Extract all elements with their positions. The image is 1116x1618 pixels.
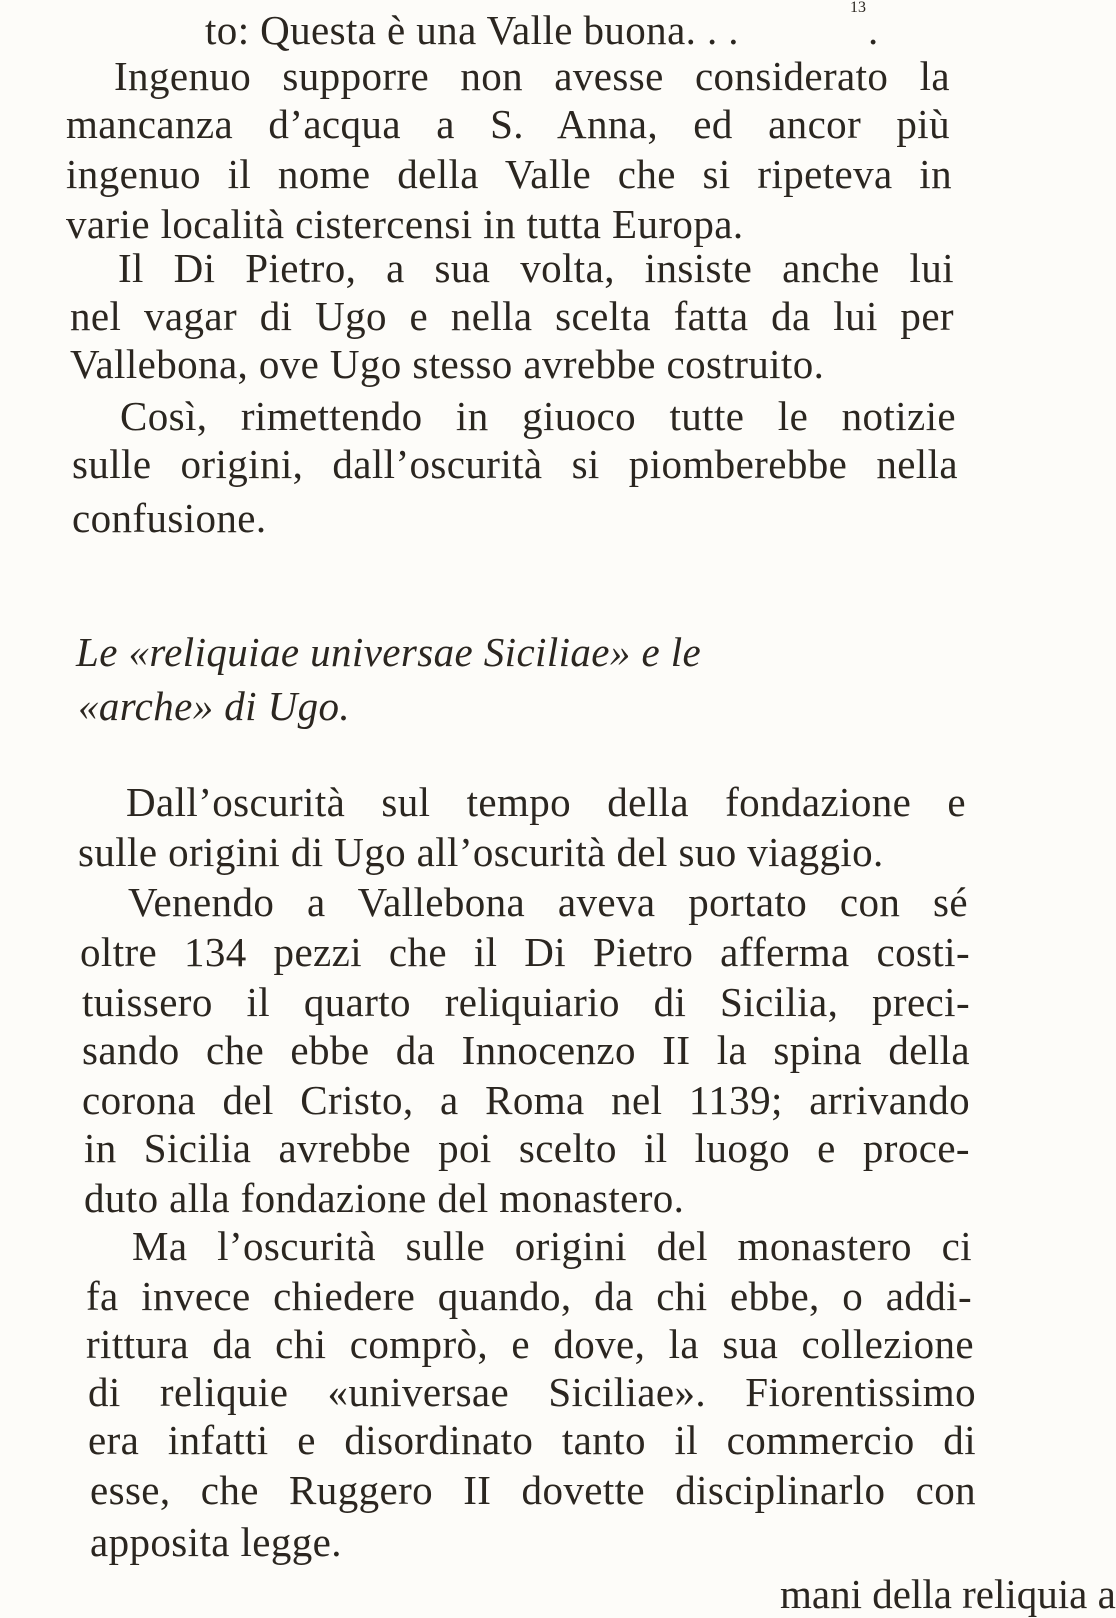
text-line: Vallebona, ove Ugo stesso avrebbe costruito. xyxy=(70,341,825,387)
text-line: esse, che Ruggero II dovette disciplinarlo con xyxy=(90,1467,976,1513)
text-line: fa invece chiedere quando, da chi ebbe, o addi- xyxy=(86,1273,972,1319)
footnote-reference: 13 xyxy=(850,0,866,16)
text-line: sando che ebbe da Innocenzo II la spina della xyxy=(82,1027,970,1073)
text-line: Venendo a Vallebona aveva portato con sé xyxy=(128,879,968,925)
cut-off-text-line: mani della reliquia a xyxy=(780,1571,1116,1617)
text-line: mancanza d’acqua a S. Anna, ed ancor più xyxy=(66,101,950,147)
text-line: Dall’oscurità sul tempo della fondazione e xyxy=(126,779,966,825)
text-line: duto alla fondazione del monastero. xyxy=(84,1175,685,1221)
text-line: varie località cistercensi in tutta Europa. xyxy=(66,201,744,247)
text-line: to: Questa è una Valle buona. . . xyxy=(205,7,739,53)
text-line: confusione. xyxy=(72,495,267,541)
text-line: di reliquie «universae Siciliae». Fiorentissimo xyxy=(88,1369,976,1415)
text-line: sulle origini di Ugo all’oscurità del suo viaggio. xyxy=(78,829,884,875)
text-line: Il Di Pietro, a sua volta, insiste anche lui xyxy=(118,245,954,291)
text-line: nel vagar di Ugo e nella scelta fatta da lui per xyxy=(70,293,954,339)
text-line: rittura da chi comprò, e dove, la sua collezione xyxy=(86,1321,974,1367)
text-line: sulle origini, dall’oscurità si piomberebbe nella xyxy=(72,441,958,487)
text-line: tuissero il quarto reliquiario di Sicilia, preci- xyxy=(82,979,970,1025)
section-heading: «arche» di Ugo. xyxy=(78,683,351,729)
text-line: corona del Cristo, a Roma nel 1139; arrivando xyxy=(82,1077,970,1123)
section-heading: Le «reliquiae universae Siciliae» e le xyxy=(76,629,702,675)
text-line: oltre 134 pezzi che il Di Pietro afferma costi- xyxy=(80,929,970,975)
text-line: Ma l’oscurità sulle origini del monastero ci xyxy=(132,1223,972,1269)
text-line: ingenuo il nome della Valle che si ripeteva in xyxy=(66,151,952,197)
text-line: Ingenuo supporre non avesse considerato la xyxy=(114,53,950,99)
period: . xyxy=(868,7,879,53)
text-line: Così, rimettendo in giuoco tutte le notizie xyxy=(120,393,956,439)
text-line: in Sicilia avrebbe poi scelto il luogo e proce- xyxy=(84,1125,970,1171)
text-line: era infatti e disordinato tanto il commercio di xyxy=(88,1417,976,1463)
text-line: apposita legge. xyxy=(90,1519,342,1565)
